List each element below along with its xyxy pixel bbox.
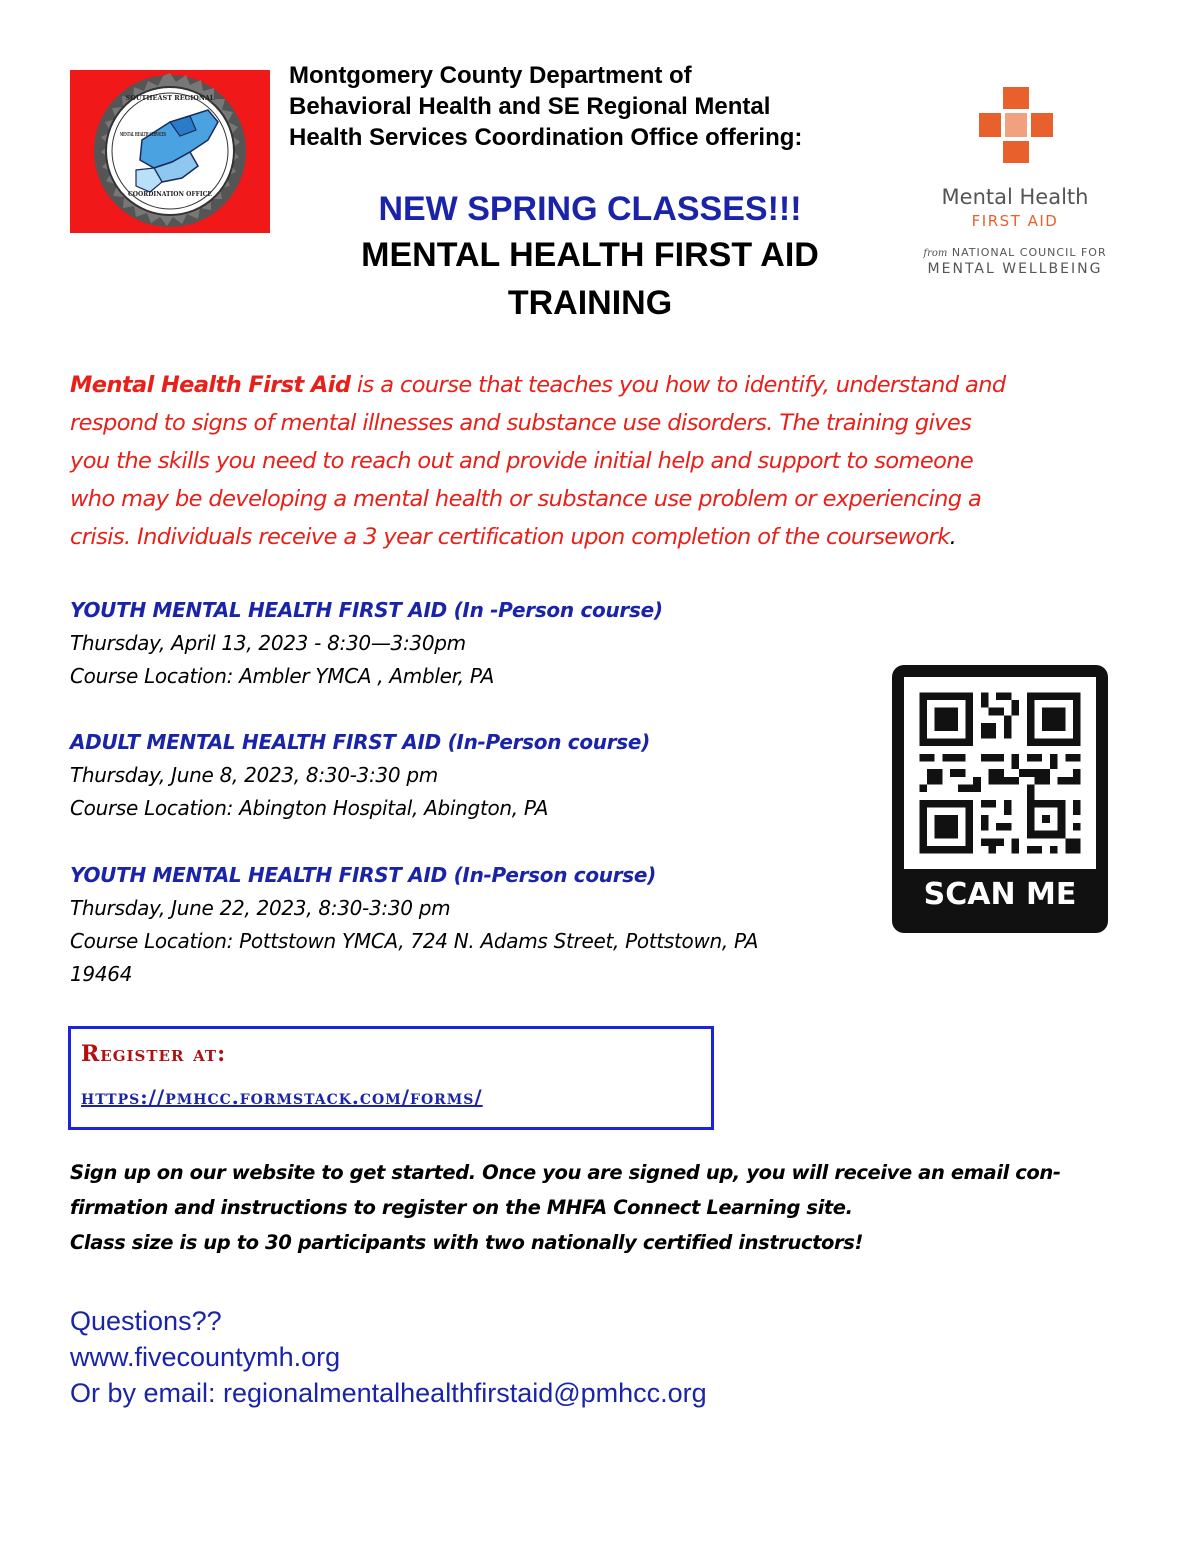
- mhfa-from-org: NATIONAL COUNCIL FOR: [951, 246, 1107, 259]
- signup-line-3: Class size is up to 30 participants with two nationally certified instructors!: [70, 1231, 863, 1254]
- course-location: Course Location: Ambler YMCA , Ambler, PA: [70, 664, 494, 688]
- course-date: Thursday, June 8, 2023, 8:30-3:30 pm: [70, 763, 438, 787]
- mhfa-logo: [905, 85, 1135, 285]
- regional-office-logo: [70, 70, 270, 233]
- headline-training: TRAINING: [507, 284, 673, 322]
- register-box: [68, 1026, 714, 1130]
- mhfa-from-line: [905, 246, 1125, 259]
- register-label: Register at:: [81, 1041, 227, 1067]
- course-date: Thursday, April 13, 2023 - 8:30—3:30pm: [70, 631, 466, 655]
- intro-line-4: who may be developing a mental health or substance use problem or experiencing a: [70, 486, 982, 512]
- mhfa-from-prefix: from: [923, 248, 948, 259]
- course-date: Thursday, June 22, 2023, 8:30-3:30 pm: [70, 896, 451, 920]
- headline-mhfa: MENTAL HEALTH FIRST AID: [361, 236, 819, 274]
- headline-new-classes: NEW SPRING CLASSES!!!: [378, 190, 802, 228]
- header-line-2: Behavioral Health and SE Regional Mental: [289, 93, 771, 120]
- intro-line-5: crisis. Individuals receive a 3 year certification upon completion of the coursework: [70, 524, 950, 550]
- logo-text-bottom: COORDINATION OFFICE: [127, 191, 213, 198]
- qr-code-card[interactable]: [892, 665, 1108, 933]
- mhfa-first-aid: FIRST AID: [971, 212, 1059, 230]
- mhfa-name: Mental Health: [941, 185, 1089, 209]
- course-youth-april: [70, 594, 890, 693]
- signup-line-1: Sign up on our website to get started. Once you are signed up, you will receive an email con-: [70, 1161, 1061, 1184]
- course-location-zip: 19464: [70, 962, 133, 986]
- header-line-1: Montgomery County Department of: [289, 62, 692, 89]
- header-line-3: Health Services Coordination Office offering:: [289, 124, 803, 151]
- mhfa-cross-icon: [975, 85, 1057, 165]
- intro-line-3: you the skills you need to reach out and provide initial help and support to someone: [70, 448, 974, 474]
- signup-line-2: firmation and instructions to register on the MHFA Connect Learning site.: [70, 1196, 853, 1219]
- intro-paragraph: [70, 366, 1155, 556]
- mhfa-from-org2: MENTAL WELLBEING: [927, 261, 1103, 277]
- contact-section: [70, 1303, 970, 1411]
- intro-lead: Mental Health First Aid: [70, 372, 351, 398]
- qr-code-icon: [904, 677, 1096, 869]
- course-youth-june: [70, 859, 890, 991]
- course-title: YOUTH MENTAL HEALTH FIRST AID (In-Person course): [70, 863, 657, 887]
- course-title: YOUTH MENTAL HEALTH FIRST AID (In -Person course): [70, 598, 663, 622]
- intro-line-2: respond to signs of mental illnesses and substance use disorders. The training gives: [70, 410, 972, 436]
- register-link[interactable]: https://pmhcc.formstack.com/forms/: [81, 1085, 483, 1109]
- email-contact[interactable]: Or by email: regionalmentalhealthfirstaid@pmhcc.org: [70, 1378, 707, 1408]
- scan-me-label: SCAN ME: [923, 877, 1077, 912]
- intro-line-1: is a course that teaches you how to identify, understand and: [350, 372, 1006, 398]
- signup-instructions: [70, 1155, 1160, 1260]
- qr-code[interactable]: [904, 677, 1096, 869]
- course-adult-june: [70, 726, 890, 825]
- course-title: ADULT MENTAL HEALTH FIRST AID (In-Person course): [70, 730, 651, 754]
- website-link[interactable]: www.fivecountymh.org: [70, 1342, 341, 1372]
- logo-text-top: SOUTHEAST REGIONAL: [125, 94, 215, 102]
- course-location: Course Location: Pottstown YMCA, 724 N. Adams Street, Pottstown, PA: [70, 929, 759, 953]
- questions-heading: Questions??: [70, 1306, 222, 1336]
- organization-header: [289, 60, 909, 153]
- seal-emblem-icon: [70, 70, 270, 233]
- course-location: Course Location: Abington Hospital, Abington, PA: [70, 796, 549, 820]
- logo-text-left: MENTAL HEALTH SERVICES: [120, 132, 167, 138]
- intro-line-5-period: .: [949, 524, 957, 550]
